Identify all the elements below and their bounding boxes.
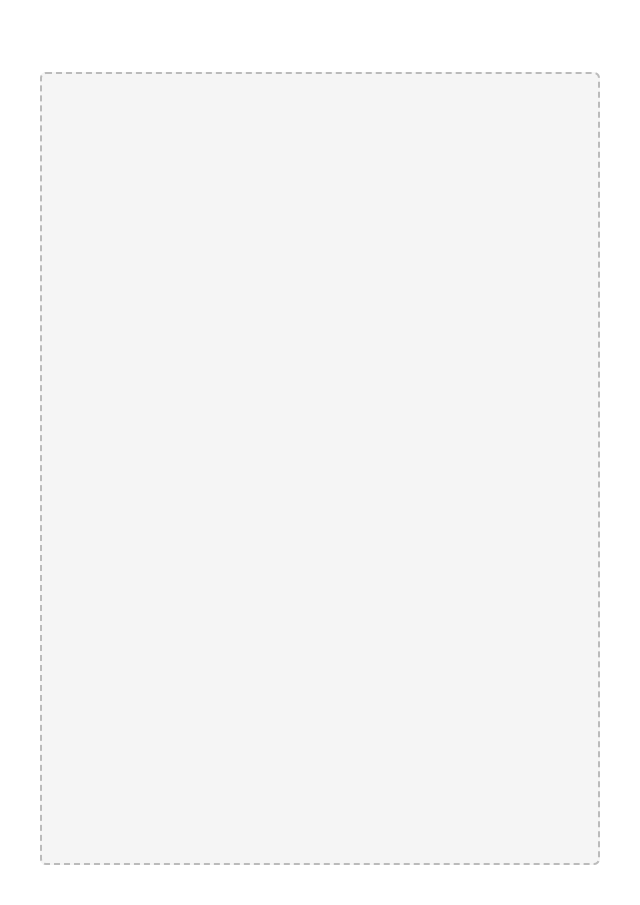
content-area [40, 72, 600, 865]
